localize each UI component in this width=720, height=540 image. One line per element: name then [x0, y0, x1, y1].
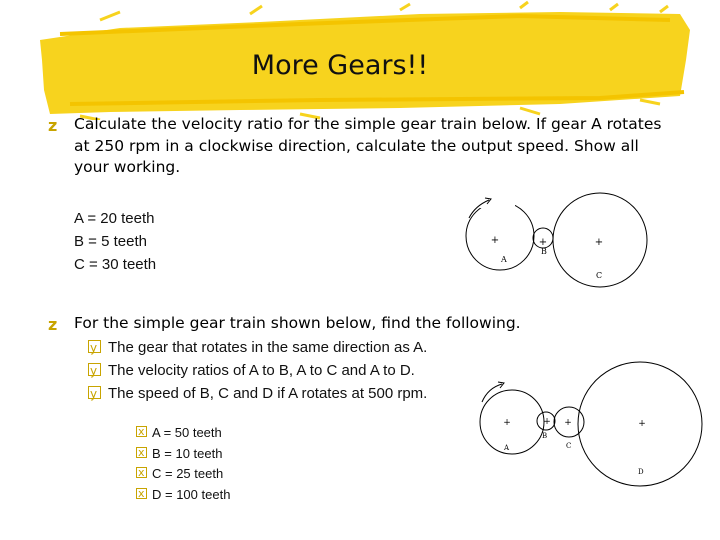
- question2-item-1: yThe gear that rotates in the same direction as A.: [88, 336, 427, 359]
- question1-teeth-list: [74, 207, 156, 276]
- checkbox-bullet-icon: [88, 363, 101, 376]
- question2-teeth-list: [136, 423, 230, 505]
- bullet-icon: z: [48, 116, 58, 135]
- diagram1-label-a: A: [501, 255, 507, 264]
- diagram2-label-a: A: [504, 444, 510, 452]
- diagram1-label-b: B: [541, 247, 547, 256]
- diagram2-label-c: C: [566, 442, 572, 450]
- diagram1-label-c: C: [596, 271, 603, 280]
- question2-items: [88, 336, 427, 405]
- gear-diagram-2: [470, 360, 710, 490]
- question1-line-1: Calculate the velocity ratio for the simple gear train below. If gear A rotates: [74, 115, 662, 133]
- teeth-b: xB = 10 teeth: [136, 444, 230, 465]
- svg-text:+: +: [490, 235, 500, 246]
- question2-item-3: yThe speed of B, C and D if A rotates at 500 rpm.: [88, 382, 427, 405]
- question1-text: [74, 114, 714, 179]
- page-title: More Gears!!: [251, 50, 429, 81]
- gear-diagram-1: [455, 188, 655, 300]
- title-banner: [0, 0, 720, 120]
- teeth-a: A = 20 teeth: [74, 210, 155, 227]
- question1-line-2: at 250 rpm in a clockwise direction, calculate the output speed. Show all: [74, 136, 639, 155]
- teeth-a: xA = 50 teeth: [136, 423, 230, 444]
- teeth-b: B = 5 teeth: [74, 233, 147, 250]
- diagram2-label-d: D: [638, 468, 644, 476]
- teeth-c: C = 30 teeth: [74, 256, 157, 273]
- svg-text:+: +: [503, 418, 511, 428]
- svg-text:+: +: [543, 417, 551, 427]
- question2-item-2: yThe velocity ratios of A to B, A to C and A to D.: [88, 359, 427, 382]
- svg-text:+: +: [594, 237, 604, 248]
- question2-text: For the simple gear train shown below, find the following.: [74, 314, 521, 332]
- question1-line-3: your working.: [74, 158, 181, 176]
- checkbox-bullet-icon: [88, 386, 101, 399]
- checkbox-bullet-icon: [88, 340, 101, 353]
- x-bullet-icon: [136, 447, 147, 458]
- svg-text:+: +: [564, 418, 572, 428]
- svg-text:+: +: [538, 237, 548, 248]
- x-bullet-icon: [136, 467, 147, 478]
- teeth-c: xC = 25 teeth: [136, 464, 230, 485]
- diagram2-label-b: B: [542, 432, 548, 440]
- bullet-icon: z: [48, 315, 58, 334]
- x-bullet-icon: [136, 426, 147, 437]
- teeth-d: xD = 100 teeth: [136, 485, 230, 506]
- svg-text:+: +: [638, 419, 646, 429]
- x-bullet-icon: [136, 488, 147, 499]
